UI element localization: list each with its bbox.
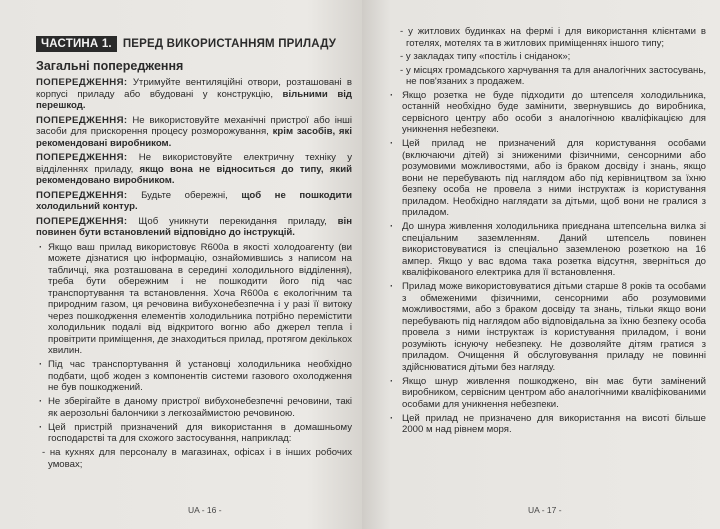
bullet-item: · Якщо розетка не буде підходити до штепселя холодильника, останній необхідно буде замінити, звернувшись до виробника, сервісного центру або особи з аналогічною кваліфікацією для уникнення небезпеки.: [376, 90, 706, 136]
warning-paragraph: ПОПЕРЕДЖЕННЯ: Утримуйте вентиляційні отвори, розташовані в корпусі приладу або вбудовані у конструкцію, вільними від перешкод.: [36, 77, 352, 111]
warning-paragraph: ПОПЕРЕДЖЕННЯ: Не використовуйте електричну техніку у відділеннях приладу, якщо вона не відноситься до типу, який рекомендовано виробником.: [36, 152, 352, 186]
warning-paragraph: ПОПЕРЕДЖЕННЯ: Будьте обережні, щоб не пошкодити холодильний контур.: [36, 189, 352, 212]
bullet-item: · Якщо шнур живлення пошкоджено, він має бути замінений виробником, сервісним центром або аналогічними кваліфікованими особами для уникнення небезпеки.: [376, 376, 706, 411]
part-title: ПЕРЕД ВИКОРИСТАННЯМ ПРИЛАДУ: [122, 38, 337, 50]
dash-item: - у житлових будинках на фермі і для використання клієнтами в готелях, мотелях та в житлових приміщеннях іншого типу;: [400, 26, 706, 49]
warning-paragraph: ПОПЕРЕДЖЕННЯ: Не використовуйте механічні пристрої або інші засоби для прискорення процесу розморожування, крім засобів, які рекомендовані виробником.: [36, 114, 352, 149]
part-chip: ЧАСТИНА 1.: [36, 36, 117, 52]
section-header: [36, 36, 352, 52]
bullet-item: · Під час транспортування й установці холодильника необхідно подбати, щоб жоден з компонентів системи газового охолодження не був пошкоджений.: [36, 359, 352, 394]
bullet-item: · Прилад може використовуватися дітьми старше 8 років та особами з обмеженими фізичними, сенсорними або розумовими можливостями, або з браком досвіду та знань, тільки якщо вони перебувають під наглядом або відповідальна за їхню безпеку особа провела з ними інструктаж із користування приладом, і вони розуміють існуючу небезпеку. Не дозволяйте дітям гратися з приладом. Очищення й обслуговування приладу не повинні здійснюватися дітьми без нагляду.: [376, 281, 706, 373]
page-number: UA - 16 -: [188, 505, 222, 515]
bullet-item: · Якщо ваш прилад використовує R600a в якості холодоагенту (ви можете дізнатися цю інформацію, ознайомившись з написом на табличці, яка розташована в середині холодильного відділення), треба бути обережним і не пошкодити його під час транспортування та встановлення. Хоча R600a є екологічним та природним газом, ця речовина вибухонебезпечна і у разі її витоку через пошкодження елементів холодильника потрібно перемістити холодильник подалі від відкритого вогню або джерел тепла і провітрити приміщення, де знаходиться прилад, протягом декількох хвилин.: [36, 242, 352, 357]
dash-item: - у місцях громадського харчування та для аналогічних застосувань, не пов'язаних з продажем.: [400, 64, 706, 87]
bullet-item: · Цей пристрій призначений для використання в домашньому господарстві та для схожого застосування, наприклад:: [36, 422, 352, 445]
right-page: [362, 0, 720, 529]
warning-paragraph: ПОПЕРЕДЖЕННЯ: Щоб уникнути перекидання приладу, він повинен бути встановлений відповідно до інструкцій.: [36, 215, 352, 238]
bullet-item: · Цей прилад не призначений для користування особами (включаючи дітей) зі зниженими фізичними, сенсорними або розумовими можливостями, або із браком досвіду і знань, якщо вони не перебувають під наглядом або під керівництвом за їхню безпеку особа не провела з ними інструктаж із користування приладом. Необхідно наглядати за дітьми, щоб вони не гралися з приладом.: [376, 138, 706, 219]
dash-item: - на кухнях для персоналу в магазинах, офісах і в інших робочих умовах;: [42, 447, 352, 470]
dash-item: - у закладах типу «постіль і сніданок»;: [400, 51, 571, 62]
bullet-item: · До шнура живлення холодильника приєднана штепсельна вилка зі спеціальним заземленням. Даний штепсель повинен використовуватися із спеціально заземленою розеткою на 16 ампер. Якщо у вас вдома така розетка відсутня, зверніться до кваліфікованого електрика для її встановлення.: [376, 221, 706, 279]
bullet-item: · Не зберігайте в даному пристрої вибухонебезпечні речовини, такі як аерозольні балончики з легкозаймистою речовиною.: [36, 396, 352, 419]
section-title: Загальні попередження: [36, 59, 184, 73]
bullet-item: · Цей прилад не призначено для використання на висоті більше 2000 м над рівнем моря.: [376, 413, 706, 436]
page-number: UA - 17 -: [528, 505, 562, 515]
